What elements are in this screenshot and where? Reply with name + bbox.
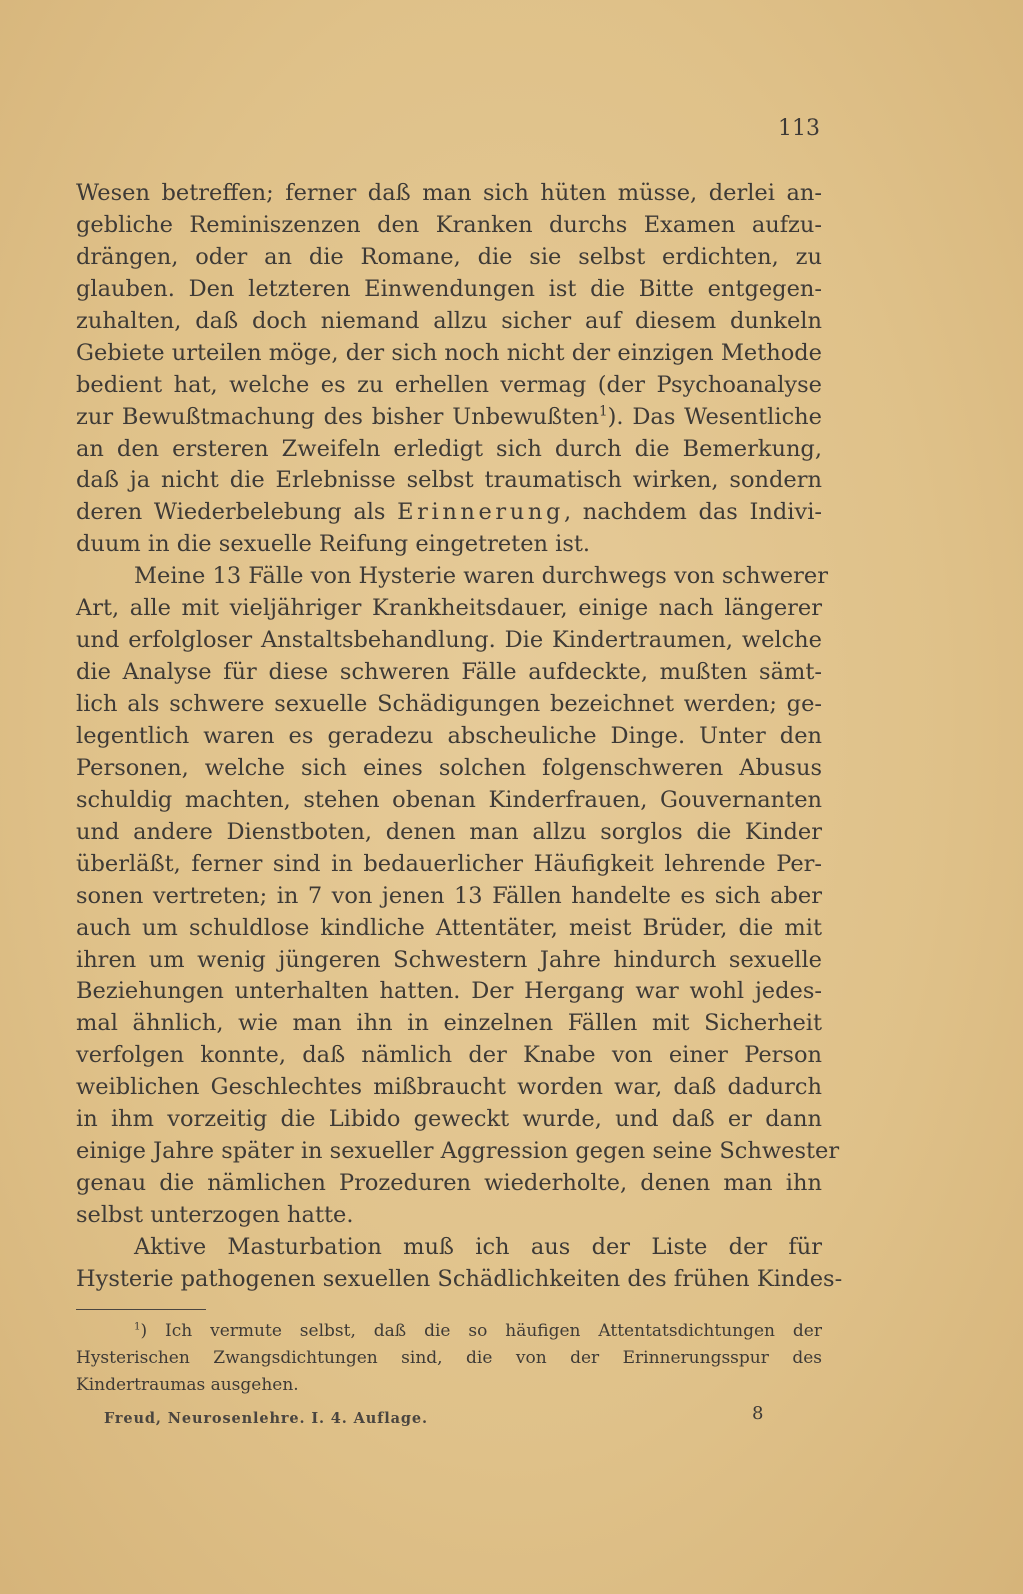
text-line: Art, alle mit vieljähriger Krankheitsdauer, einige nach längerer <box>76 595 822 622</box>
text-line: drängen, oder an die Romane, die sie selbst erdichten, zu <box>76 243 822 270</box>
line-text: deren Wiederbelebung als <box>76 499 386 526</box>
footnote-reference: 1 <box>599 403 608 420</box>
line-text: zur Bewußtmachung des bisher Unbewußten <box>76 403 600 430</box>
text-line: auch um schuldlose kindliche Attentäter, meist Brüder, die mit <box>76 914 822 941</box>
body-text <box>76 178 843 1296</box>
text-line: Personen, welche sich eines solchen folgenschweren Abusus <box>76 754 822 781</box>
footnote <box>76 1318 822 1399</box>
text-line: duum in die sexuelle Reifung eingetreten ist. <box>76 531 591 558</box>
footnote-marker: 1 <box>134 1321 141 1333</box>
footnote-line: Kindertraumas ausgehen. <box>76 1375 299 1395</box>
text-line: überläßt, ferner sind in bedauerlicher Häufigkeit lehrende Per- <box>76 850 822 877</box>
text-line: ihren um wenig jüngeren Schwestern Jahre hindurch sexuelle <box>76 946 822 973</box>
text-line: glauben. Den letzteren Einwendungen ist die Bitte entgegen- <box>76 275 822 302</box>
text-line: Aktive Masturbation muß ich aus der Liste der für <box>134 1233 822 1260</box>
footnote-line: Hysterischen Zwangsdichtungen sind, die von der Erinnerungsspur des <box>76 1348 822 1368</box>
text-line: an den ersteren Zweifeln erledigt sich durch die Bemerkung, <box>76 435 822 462</box>
text-line: selbst unterzogen hatte. <box>76 1202 354 1228</box>
emphasized-word: Erinnerung <box>397 499 564 526</box>
text-line <box>76 497 822 529</box>
text-line: weiblichen Geschlechtes mißbraucht worden war, daß dadurch <box>76 1074 822 1101</box>
text-line: und erfolgloser Anstaltsbehandlung. Die Kindertraumen, welche <box>76 627 822 654</box>
text-line: mal ähnlich, wie man ihn in einzelnen Fällen mit Sicherheit <box>76 1010 822 1037</box>
line-text: , nachdem das Indivi- <box>563 499 822 526</box>
text-line: daß ja nicht die Erlebnisse selbst traumatisch wirken, sondern <box>76 467 822 494</box>
text-line: zuhalten, daß doch niemand allzu sicher auf diesem dunkeln <box>76 307 822 334</box>
footnote-divider <box>76 1309 206 1310</box>
text-line: Meine 13 Fälle von Hysterie waren durchwegs von schwerer <box>134 563 828 590</box>
text-line: einige Jahre später in sexueller Aggression gegen seine Schwester <box>76 1138 840 1165</box>
text-line: Wesen betreffen; ferner daß man sich hüten müsse, derlei an- <box>76 180 822 206</box>
text-line: Gebiete urteilen möge, der sich noch nicht der einzigen Methode <box>76 339 822 366</box>
text-line: die Analyse für diese schweren Fälle aufdeckte, mußten sämt- <box>76 659 822 686</box>
page-number: 113 <box>778 116 820 141</box>
text-line <box>76 402 822 434</box>
text-line: verfolgen konnte, daß nämlich der Knabe von einer Person <box>76 1042 822 1069</box>
footnote-text: ) Ich vermute selbst, daß die so häufigen Attentatsdichtungen der <box>140 1321 822 1341</box>
text-line: genau die nämlichen Prozeduren wiederholte, denen man ihn <box>76 1170 822 1197</box>
signature-line: Freud, Neurosenlehre. I. 4. Auflage. <box>104 1410 428 1427</box>
text-line: lich als schwere sexuelle Schädigungen bezeichnet werden; ge- <box>76 691 822 717</box>
text-line: schuldig machten, stehen obenan Kinderfrauen, Gouvernanten <box>76 786 822 813</box>
sheet-number: 8 <box>752 1403 764 1424</box>
text-line: gebliche Reminiszenzen den Kranken durchs Examen aufzu- <box>76 211 822 238</box>
footnote-line <box>76 1318 822 1345</box>
text-line: Beziehungen unterhalten hatten. Der Hergang war wohl jedes- <box>76 978 822 1005</box>
text-line: sonen vertreten; in 7 von jenen 13 Fällen handelte es sich aber <box>76 882 822 909</box>
text-line: in ihm vorzeitig die Libido geweckt wurde, und daß er dann <box>76 1106 822 1133</box>
text-line: legentlich waren es geradezu abscheuliche Dinge. Unter den <box>76 722 822 749</box>
line-text: ). Das Wesentliche <box>607 403 822 430</box>
text-line: bedient hat, welche es zu erhellen vermag (der Psychoanalyse <box>76 371 822 398</box>
text-line: und andere Dienstboten, denen man allzu sorglos die Kinder <box>76 818 822 845</box>
text-line: Hysterie pathogenen sexuellen Schädlichkeiten des frühen Kindes- <box>76 1265 843 1292</box>
